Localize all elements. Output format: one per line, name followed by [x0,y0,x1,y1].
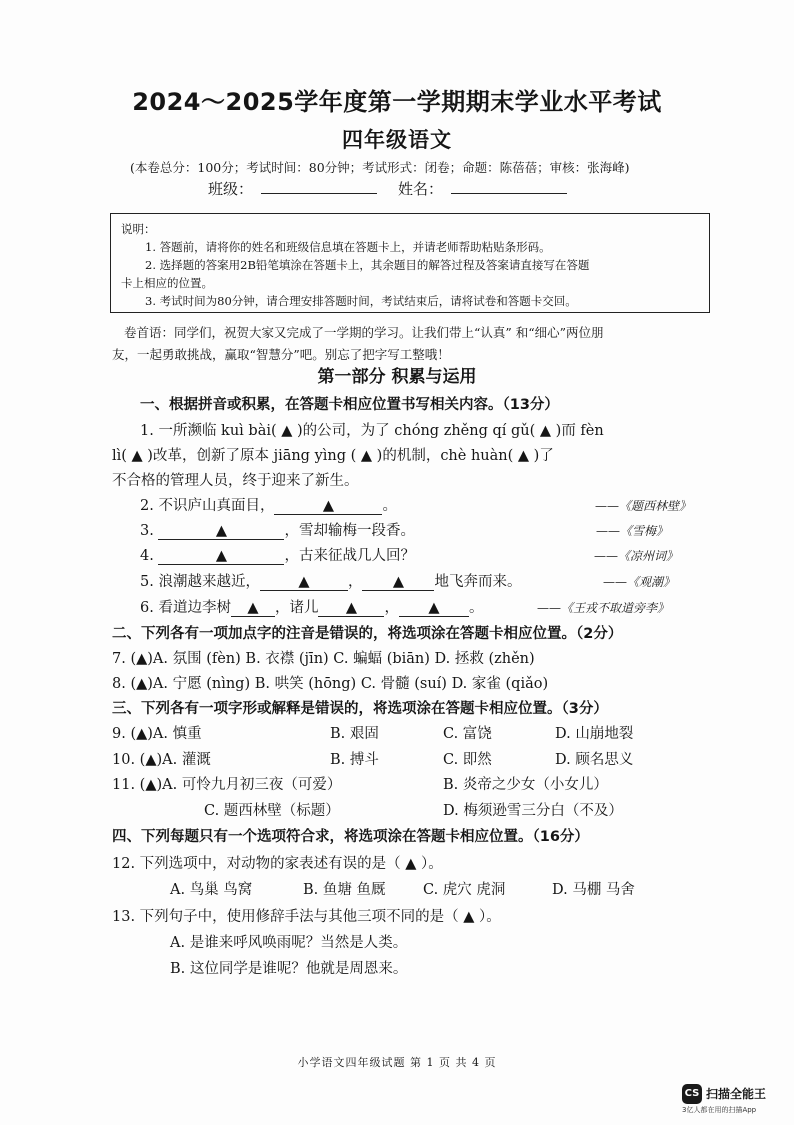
answer-blank: ▲ [274,498,382,515]
exam-title: 2024～2025学年度第一学期期末学业水平考试 [132,88,662,116]
poem-source: ——《王戎不取道旁李》 [537,601,670,615]
instructions-box [110,213,710,313]
question-6: 6. 看道边李树 ▲ ，诸儿 ▲ ， ▲ 。 [140,600,484,616]
question-10-option: C. 即然 [443,752,492,768]
answer-blank: ▲ [158,548,284,565]
question-7: 7. (▲)A. 氛围 (fèn) B. 衣襟 (jīn) C. 蝙蝠 (biān) D. 拯救 (zhěn) [112,651,535,667]
poem-source: ——《观潮》 [603,575,676,589]
question-2: 2. 不识庐山真面目， ▲ 。 [140,498,397,514]
answer-blank: ▲ [231,600,275,617]
question-1-line: lì( ▲ )改革，创新了原本 jiāng yìng ( ▲ )的机制，chè huàn( ▲ )了 [112,448,554,464]
question-9-option: D. 山崩地裂 [555,726,634,742]
question-13-option: A. 是谁来呼风唤雨呢？当然是人类。 [170,935,408,951]
question-12-option: B. 鱼塘 鱼厩 [303,882,386,898]
question-1-line: 不合格的管理人员，终于迎来了新生。 [112,473,359,489]
name-blank [451,181,567,194]
question-12-option: C. 虎穴 虎洞 [423,882,506,898]
section-2-heading: 二、下列各有一项加点字的注音是错误的，将选项涂在答题卡相应位置。（2分） [112,626,623,642]
question-1-line: 1. 一所濒临 kuì bài( ▲ )的公司，为了 chóng zhěng qí gǔ( ▲ )而 fèn [140,423,604,439]
instruction-item: 3. 考试时间为80分钟，请合理安排答题时间，考试结束后，请将试卷和答题卡交回。 [145,294,577,308]
question-12: 12. 下列选项中，对动物的家表述有误的是（ ▲ ）。 [112,856,443,872]
question-9-option: B. 艰固 [330,726,379,742]
page-footer: 小学语文四年级试题 第 1 页 共 4 页 [297,1056,497,1069]
scanner-name: 扫描全能王 [706,1087,767,1101]
answer-blank: ▲ [318,600,384,617]
question-4: 4. ▲ ，古来征战几人回？ [140,548,415,564]
section-1-heading: 一、根据拼音或积累，在答题卡相应位置书写相关内容。（13分） [140,397,559,413]
answer-blank: ▲ [158,523,284,540]
question-5: 5. 浪潮越来越近， ▲ ， ▲ 地飞奔而来。 [140,574,522,590]
poem-source: ——《题西林壁》 [595,499,692,513]
section-3-heading: 三、下列各有一项字形或解释是错误的，将选项涂在答题卡相应位置。（3分） [112,701,608,717]
question-13: 13. 下列句子中，使用修辞手法与其他三项不同的是（ ▲ ）。 [112,909,501,925]
exam-subtitle: 四年级语文 [342,128,452,152]
question-11-option: D. 梅须逊雪三分白（不及） [443,803,623,819]
question-11-option: C. 题西林壁（标题） [204,803,340,819]
class-field: 班级： [208,178,377,199]
question-12-option: D. 马棚 马舍 [552,882,635,898]
answer-blank: ▲ [260,574,348,591]
question-12-option: A. 鸟巢 鸟窝 [170,882,253,898]
question-13-option: B. 这位同学是谁呢？他就是周恩来。 [170,961,408,977]
scanner-slogan: 3亿人都在用的扫描App [682,1106,757,1114]
scanner-logo-icon: CS [682,1084,702,1104]
question-10: 10. (▲)A. 灌溉 [112,752,211,768]
greeting: 卷首语：同学们，祝贺大家又完成了一学期的学习。让我们带上“认真” 和“细心”两位朋 友，一起勇敢挑战，赢取“智慧分”吧。别忘了把字写工整哦！ [112,325,604,362]
instruction-item: 1. 答题前，请将你的姓名和班级信息填在答题卡上，并请老师帮助粘贴条形码。 [145,240,551,254]
name-field: 姓名： [398,178,567,199]
question-3: 3. ▲ ，雪却输梅一段香。 [140,523,415,539]
question-11: 11. (▲)A. 可怜九月初三夜（可爱） [112,777,342,793]
class-blank [261,181,377,194]
poem-source: ——《雪梅》 [596,524,669,538]
scanner-watermark [682,1083,767,1114]
instructions-heading: 说明： [121,222,156,236]
question-9-option: C. 富饶 [443,726,492,742]
section-4-heading: 四、下列每题只有一个选项符合求，将选项涂在答题卡相应位置。（16分） [112,829,589,845]
question-9: 9. (▲)A. 慎重 [112,726,202,742]
question-10-option: D. 顾名思义 [555,752,634,768]
poem-source: ——《凉州词》 [594,549,679,563]
exam-meta: (本卷总分：100分；考试时间：80分钟；考试形式：闭卷；命题：陈蓓蓓；审核：张海峰) [130,160,630,175]
instruction-item: 2. 选择题的答案用2B铅笔填涂在答题卡上，其余题目的解答过程及答案请直接写在答题 [145,258,590,272]
part-one-heading: 第一部分 积累与运用 [317,367,477,387]
question-8: 8. (▲)A. 宁愿 (nìng) B. 哄笑 (hōng) C. 骨髓 (suí) D. 家雀 (qiǎo) [112,676,549,692]
answer-blank: ▲ [362,574,434,591]
question-10-option: B. 搏斗 [330,752,379,768]
question-11-option: B. 炎帝之少女（小女儿） [443,777,608,793]
answer-blank: ▲ [399,600,469,617]
instruction-item: 卡上相应的位置。 [121,276,213,290]
